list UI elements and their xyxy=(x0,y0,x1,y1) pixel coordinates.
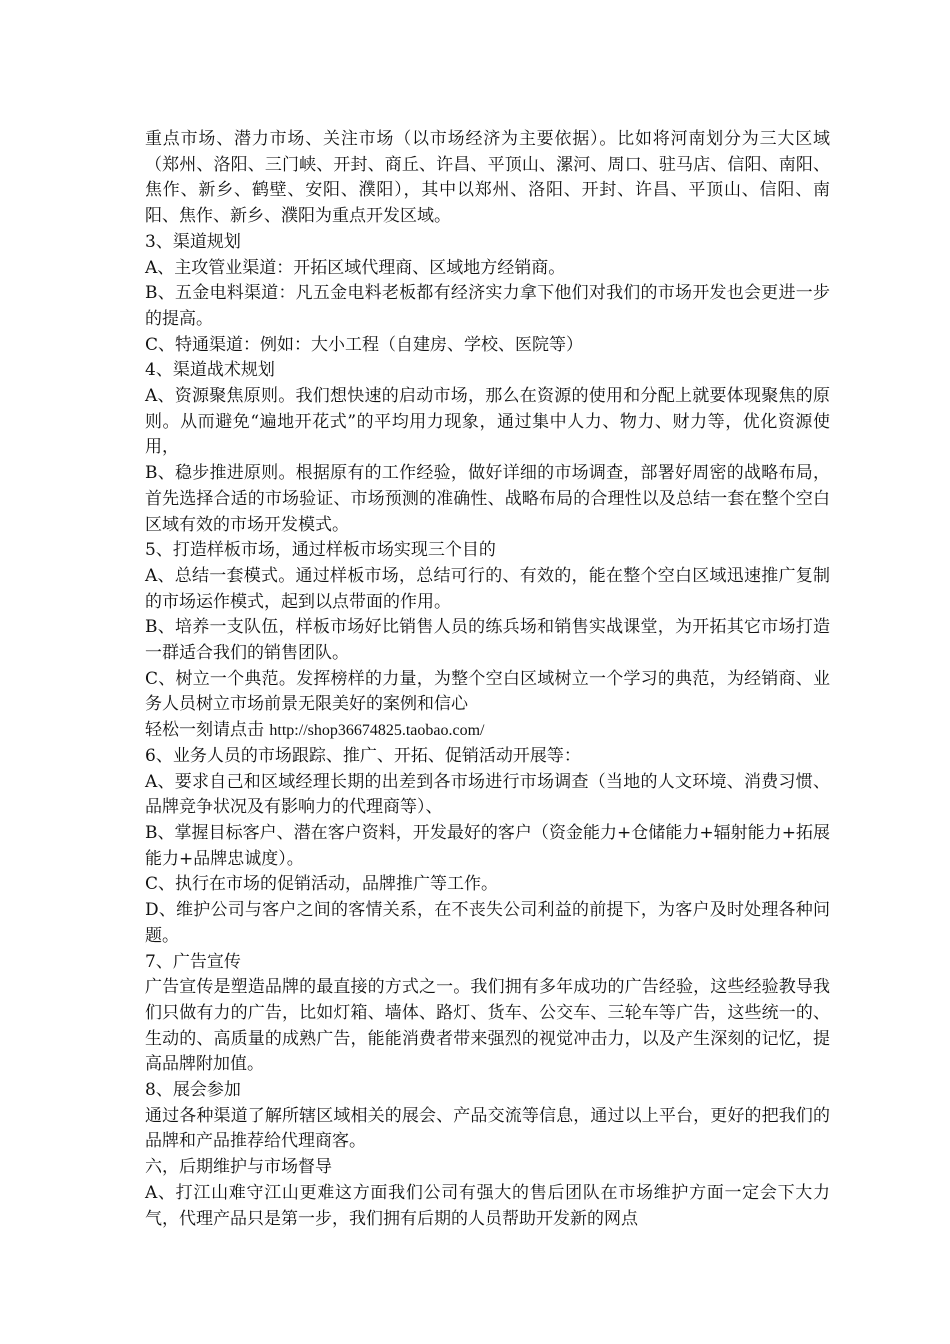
paragraph: B、稳步推进原则。根据原有的工作经验，做好详细的市场调查，部署好周密的战略布局，首先选择合适的市场验证、市场预测的准确性、战略布局的合理性以及总结一套在整个空白区域有效的市场开发模式。 xyxy=(145,463,830,535)
paragraph: C、执行在市场的促销活动，品牌推广等工作。 xyxy=(145,874,499,895)
paragraph: A、打江山难守江山更难这方面我们公司有强大的售后团队在市场维护方面一定会下大力气，代理产品只是第一步，我们拥有后期的人员帮助开发新的网点 xyxy=(145,1182,830,1229)
shop-link[interactable]: http://shop36674825.taobao.com/ xyxy=(269,722,485,740)
paragraph: A、要求自己和区域经理长期的出差到各市场进行市场调查（当地的人文环境、消费习惯、品牌竞争状况及有影响力的代理商等）、 xyxy=(145,771,830,818)
paragraph: D、维护公司与客户之间的客情关系，在不丧失公司利益的前提下，为客户及时处理各种问题。 xyxy=(145,900,830,946)
section-heading: 6、业务人员的市场跟踪、推广、开拓、促销活动开展等： xyxy=(145,745,581,766)
paragraph: B、五金电料渠道：凡五金电料老板都有经济实力拿下他们对我们的市场开发也会更进一步的提高。 xyxy=(145,283,830,329)
section-heading: 六，后期维护与市场督导 xyxy=(145,1157,332,1178)
promo-line xyxy=(145,718,830,744)
paragraph: C、特通渠道：例如：大小工程（自建房、学校、医院等） xyxy=(145,334,584,355)
section-heading: 7、广告宣传 xyxy=(145,951,241,972)
paragraph: A、资源聚焦原则。我们想快速的启动市场，那么在资源的使用和分配上就要体现聚焦的原则。从而避免“遍地开花式”的平均用力现象，通过集中人力、物力、财力等，优化资源使用， xyxy=(145,386,830,458)
paragraph: A、总结一套模式。通过样板市场，总结可行的、有效的，能在整个空白区域迅速推广复制的市场运作模式，起到以点带面的作用。 xyxy=(145,565,830,612)
paragraph: 通过各种渠道了解所辖区域相关的展会、产品交流等信息，通过以上平台，更好的把我们的品牌和产品推荐给代理商客。 xyxy=(145,1105,830,1152)
paragraph: 广告宣传是塑造品牌的最直接的方式之一。我们拥有多年成功的广告经验，这些经验教导我们只做有力的广告，比如灯箱、墙体、路灯、货车、公交车、三轮车等广告，这些统一的、生动的、高质量的成熟广告，能能消费者带来强烈的视觉冲击力，以及产生深刻的记忆，提高品牌附加值。 xyxy=(145,977,830,1075)
section-heading: 8、展会参加 xyxy=(145,1080,241,1101)
section-heading: 4、渠道战术规划 xyxy=(145,360,275,381)
paragraph: 重点市场、潜力市场、关注市场（以市场经济为主要依据）。比如将河南划分为三大区域（郑州、洛阳、三门峡、开封、商丘、许昌、平顶山、漯河、周口、驻马店、信阳、南阳、焦作、新乡、鹤壁、安阳、濮阳），其中以郑州、洛阳、开封、许昌、平顶山、信阳、南阳、焦作、新乡、濮阳为重点开发区域。 xyxy=(145,129,830,227)
promo-text: 轻松一刻请点击 xyxy=(145,720,270,741)
paragraph: C、树立一个典范。发挥榜样的力量，为整个空白区域树立一个学习的典范，为经销商、业务人员树立市场前景无限美好的案例和信心 xyxy=(145,668,830,715)
paragraph: B、培养一支队伍，样板市场好比销售人员的练兵场和销售实战课堂，为开拓其它市场打造一群适合我们的销售团队。 xyxy=(145,617,830,664)
section-heading: 5、打造样板市场，通过样板市场实现三个目的 xyxy=(145,540,496,561)
section-heading: 3、渠道规划 xyxy=(145,231,241,252)
paragraph: A、主攻管业渠道：开拓区域代理商、区域地方经销商。 xyxy=(145,257,566,278)
paragraph: B、掌握目标客户、潜在客户资料，开发最好的客户（资金能力+仓储能力+辐射能力+拓展能力+品牌忠诚度）。 xyxy=(145,822,830,869)
